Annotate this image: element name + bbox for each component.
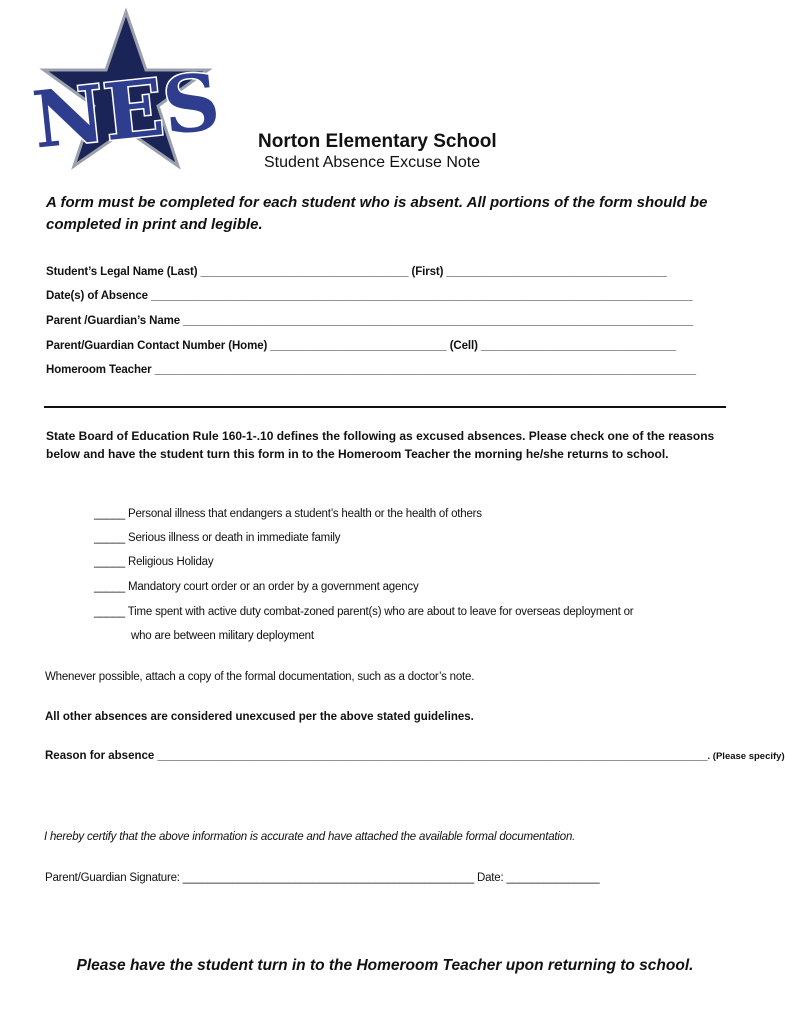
- option-serious-illness-death[interactable]: _____ Serious illness or death in immediate family: [94, 532, 341, 544]
- parent-guardian-name-field[interactable]: Parent /Guardian’s Name _________________________________________________________________________________: [46, 315, 694, 327]
- option-personal-illness[interactable]: _____ Personal illness that endangers a student’s health or the health of others: [94, 508, 482, 520]
- footer-instruction: Please have the student turn in to the Homeroom Teacher upon returning to school.: [76, 957, 694, 974]
- section-divider: [44, 406, 726, 408]
- school-logo: [28, 8, 225, 184]
- option-religious-holiday[interactable]: _____ Religious Holiday: [94, 556, 214, 568]
- reason-label: Reason for absence ______________________________________________________________________________________: [45, 750, 708, 762]
- parent-contact-number-field[interactable]: Parent/Guardian Contact Number (Home) ____________________________ (Cell) _______________________________: [46, 340, 677, 352]
- option-military-deployment[interactable]: _____ Time spent with active duty combat-zoned parent(s) who are about to leave for overseas deployment or: [94, 606, 634, 618]
- homeroom-teacher-field[interactable]: Homeroom Teacher ______________________________________________________________________________________: [46, 364, 697, 376]
- student-legal-name-field[interactable]: Student’s Legal Name (Last) _________________________________ (First) ___________________________________: [46, 266, 667, 278]
- form-instructions: A form must be completed for each student who is absent. All portions of the form should be completed in print and legible.: [46, 194, 708, 233]
- logo-text: NES: [28, 56, 225, 167]
- dates-of-absence-field[interactable]: Date(s) of Absence ______________________________________________________________________________________: [46, 290, 693, 302]
- state-board-rule-text: State Board of Education Rule 160-1-.10 defines the following as excused absences. Please check one of the reasons below and have the student turn this form in to the Homeroom Teacher the morning he/she returns to school.: [46, 429, 715, 461]
- option-military-deployment-continued: who are between military deployment: [131, 630, 314, 642]
- unexcused-note: All other absences are considered unexcused per the above stated guidelines.: [45, 711, 474, 723]
- school-name: Norton Elementary School: [258, 131, 497, 152]
- certification-statement: I hereby certify that the above information is accurate and have attached the available formal documentation.: [44, 831, 576, 843]
- signature-date-line[interactable]: Parent/Guardian Signature: _______________________________________________ Date: _______________: [45, 872, 600, 884]
- documentation-note: Whenever possible, attach a copy of the formal documentation, such as a doctor’s note.: [45, 671, 475, 683]
- reason-for-absence-field[interactable]: [45, 750, 785, 762]
- reason-suffix: . (Please specify): [707, 751, 785, 762]
- option-court-order[interactable]: _____ Mandatory court order or an order by a government agency: [94, 581, 419, 593]
- form-title: Student Absence Excuse Note: [264, 154, 481, 171]
